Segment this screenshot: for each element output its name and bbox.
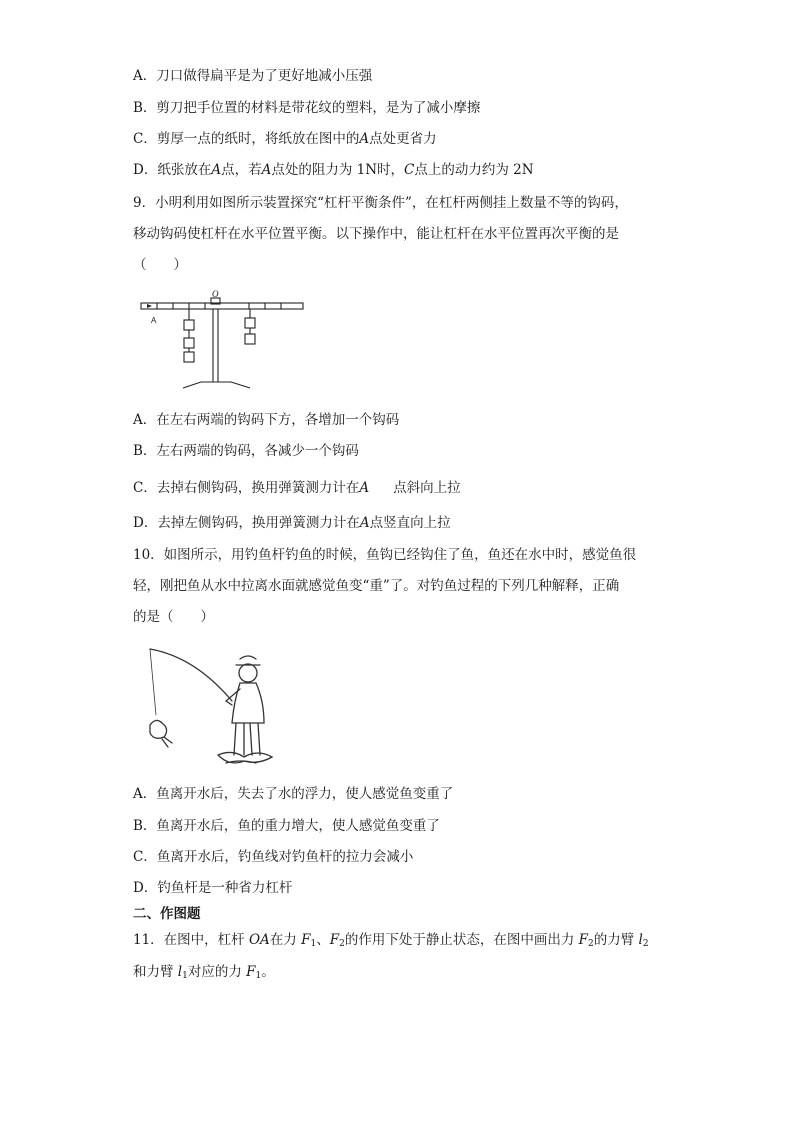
point-a-label: A	[151, 316, 157, 325]
subscript: 1	[255, 971, 262, 981]
text: 的作用下处于静止状态，在图中画出力	[344, 932, 575, 948]
weight	[245, 318, 255, 328]
point-label: C	[404, 162, 415, 178]
q11-stem-line1	[133, 931, 649, 953]
point-label: A	[359, 131, 370, 147]
stand-base	[183, 382, 250, 388]
point-label: A	[261, 162, 272, 178]
q10-option-d: D．钓鱼杆是一种省力杠杆	[133, 880, 293, 896]
pointer-mark	[147, 304, 152, 308]
arm-symbol: l	[638, 932, 643, 948]
text: 点，若	[221, 162, 262, 178]
text: 。	[261, 964, 275, 980]
text: C．去掉右侧钩码，换用弹簧测力计在	[133, 480, 360, 496]
q8-option-d	[133, 161, 534, 179]
force-symbol: F	[578, 932, 588, 948]
q11-stem-line2	[133, 963, 275, 985]
q8-option-b: B．剪刀把手位置的材料是带花纹的塑料，是为了减小摩擦	[133, 100, 481, 116]
q9-stem-line2: 移动钩码使杠杆在水平位置平衡。以下操作中，能让杠杆在水平位置再次平衡的是	[133, 226, 619, 242]
weight	[184, 320, 194, 330]
text: C．剪厚一点的纸时，将纸放在图中的	[133, 131, 360, 147]
subscript: 2	[642, 939, 649, 949]
subscript: 1	[182, 971, 188, 981]
subscript: 2	[588, 939, 594, 949]
q10-option-c: C．鱼离开水后，钓鱼线对钓鱼杆的拉力会减小	[133, 849, 414, 865]
point-label: A	[211, 162, 222, 178]
q10-option-b: B．鱼离开水后，鱼的重力增大，使人感觉鱼变重了	[133, 818, 440, 834]
weight	[184, 352, 194, 362]
text: D．去掉左侧钩码，换用弹簧测力计在	[133, 515, 360, 531]
section-heading: 二、作图题	[133, 906, 201, 922]
q9-stem-line3: （ ）	[133, 257, 187, 273]
separator: 、	[316, 932, 330, 948]
pivot-label: O	[212, 289, 219, 299]
q10-stem-line3: 的是（ ）	[133, 609, 214, 625]
q9-option-d	[133, 514, 451, 532]
text: 和力臂	[133, 964, 174, 980]
q8-option-c	[133, 130, 437, 148]
text: 的力臂	[593, 932, 635, 948]
text: 点上的动力约为 2N	[414, 162, 534, 178]
q9-lever-figure	[133, 288, 309, 396]
fisherman-body	[232, 683, 264, 723]
text: D．纸张放在	[133, 162, 212, 178]
q9-stem-line1: 9．小明利用如图所示装置探究“杠杆平衡条件”，在杠杆两侧挂上数量不等的钩码，	[133, 195, 628, 211]
point-label: A	[359, 515, 370, 531]
text: 11．在图中，杠杆	[133, 932, 245, 948]
weight	[245, 334, 255, 344]
force-symbol: F	[246, 964, 256, 980]
text: 点处的阻力为 1N时，	[271, 162, 405, 178]
fisherman-head	[239, 664, 257, 682]
force-symbol: F	[301, 932, 311, 948]
q10-fishing-illustration	[140, 643, 280, 771]
fishing-rod	[150, 649, 232, 701]
text: 点处更省力	[369, 131, 437, 147]
lever-bar	[141, 303, 303, 309]
q10-stem-line1: 10．如图所示，用钓鱼杆钓鱼的时候，鱼钩已经钩住了鱼，鱼还在水中时，感觉鱼很	[133, 547, 637, 563]
text: 点竖直向上拉	[369, 515, 451, 531]
text: 对应的力	[187, 964, 242, 980]
q10-stem-line2: 轻，刚把鱼从水中拉离水面就感觉鱼变“重”了。对钓鱼过程的下列几种解释，正确	[133, 578, 620, 594]
fisherman-legs	[234, 723, 260, 755]
q9-option-a: A．在左右两端的钩码下方，各增加一个钩码	[133, 412, 400, 428]
text: 点斜向上拉	[393, 480, 461, 496]
arm-symbol: l	[177, 964, 183, 980]
fishing-line	[150, 649, 156, 715]
text: 在力	[269, 932, 297, 948]
force-symbol: F	[329, 932, 340, 948]
q9-option-b: B．左右两端的钩码，各减少一个钩码	[133, 443, 359, 459]
subscript: 1	[310, 939, 317, 949]
q8-option-a: A．刀口做得扁平是为了更好地减小压强	[133, 68, 373, 84]
subscript: 2	[339, 939, 345, 949]
fish	[150, 720, 167, 738]
lever-label: OA	[248, 932, 270, 948]
point-label: A	[359, 480, 370, 496]
q10-option-a: A．鱼离开水后，失去了水的浮力，使人感觉鱼变重了	[133, 786, 454, 802]
weight	[184, 338, 194, 348]
q9-option-c	[133, 479, 461, 497]
